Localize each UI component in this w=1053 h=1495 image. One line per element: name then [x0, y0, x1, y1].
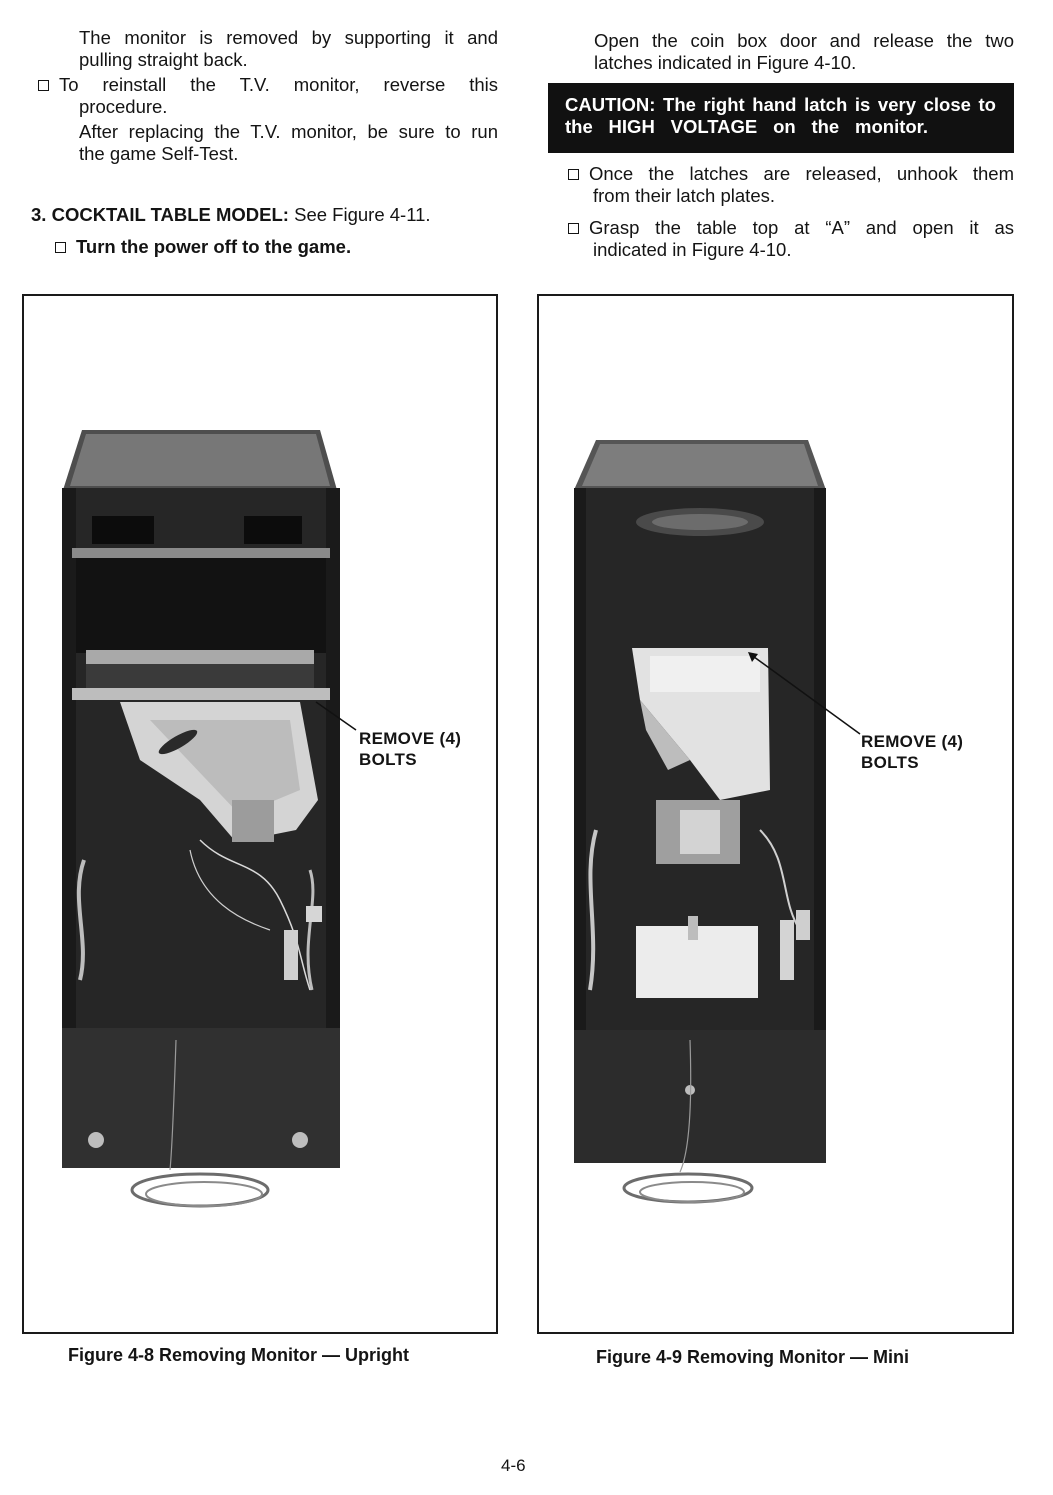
text-line: The monitor is removed by supporting it and [79, 27, 498, 48]
section-reference: See Figure 4-11. [294, 204, 431, 225]
callout-line: BOLTS [359, 750, 417, 769]
text-line: Grasp the table top at “A” and open it as [568, 217, 1014, 239]
power-off-step: Turn the power off to the game. [55, 236, 495, 258]
figure-caption: Figure 4-9 Removing Monitor — Mini [596, 1347, 910, 1367]
text-line: from their latch plates. [593, 185, 775, 206]
text-line: To reinstall the T.V. monitor, reverse this [38, 74, 498, 96]
text-line: latches indicated in Figure 4-10. [594, 52, 857, 73]
section-number: 3. [31, 204, 47, 225]
text-line: Open the coin box door and release the two [594, 30, 1014, 51]
caution-line: the HIGH VOLTAGE on the monitor. [565, 116, 928, 137]
callout-line: REMOVE (4) [861, 732, 964, 751]
callout-line: BOLTS [861, 753, 919, 772]
mini-cabinet-illustration [574, 440, 826, 1202]
text-line: pulling straight back. [79, 49, 248, 70]
text-line: the game Self-Test. [79, 143, 239, 164]
page-number: 4-6 [501, 1456, 526, 1475]
remove-bolts-callout [861, 731, 963, 773]
caution-line: CAUTION: The right hand latch is very close to [565, 94, 996, 115]
text-line: After replacing the T.V. monitor, be sure to run [79, 121, 498, 142]
callout-line: REMOVE (4) [359, 729, 462, 748]
text-line: indicated in Figure 4-10. [593, 239, 792, 260]
text-line: Once the latches are released, unhook them [568, 163, 1014, 185]
section-title: COCKTAIL TABLE MODEL: [51, 204, 289, 225]
figure-caption: Figure 4-8 Removing Monitor — Upright [68, 1345, 409, 1365]
text-line: procedure. [79, 96, 168, 117]
